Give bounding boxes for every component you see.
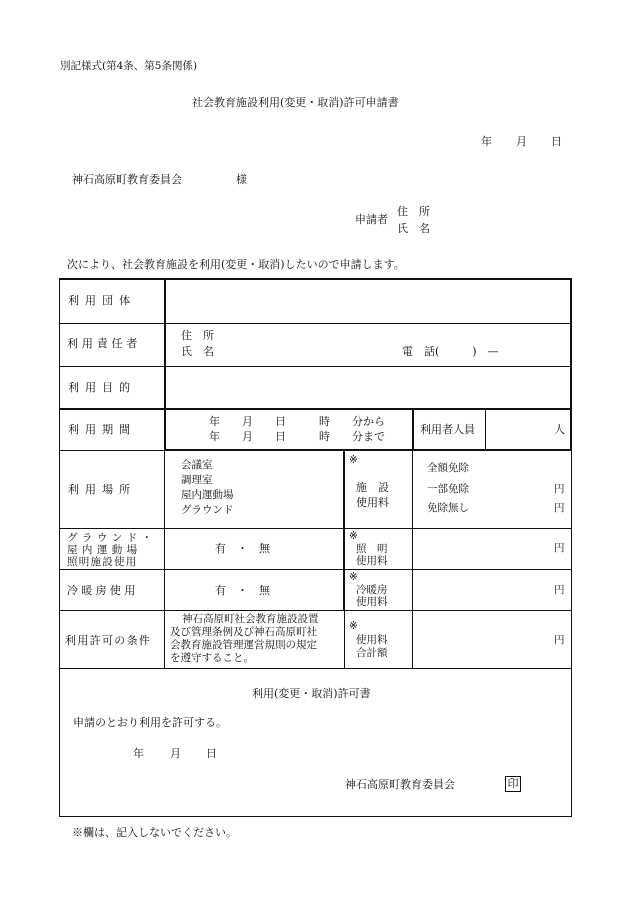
exemption-option: 全額免除	[427, 462, 469, 474]
applicant-address-label: 住 所	[397, 205, 430, 218]
phone-label: 電 話( ) —	[402, 345, 499, 358]
period-to: 年 月 日 時 分まで	[209, 430, 385, 443]
place-option: 調理室	[181, 474, 213, 486]
period-from: 年 月 日 時 分から	[209, 415, 385, 428]
period-label: 利用期間	[68, 423, 137, 436]
date-month: 月	[516, 135, 527, 148]
place-option: 会議室	[181, 459, 213, 471]
responsible-name-label: 氏 名	[181, 345, 214, 358]
footnote: ※欄は、記入しないでください。	[72, 826, 237, 839]
place-option: グラウンド	[181, 504, 234, 516]
place-label: 利用場所	[68, 483, 137, 496]
form-title: 社会教育施設利用(変更・取消)許可申請書	[192, 96, 399, 109]
group-label: 利用団体	[68, 294, 137, 307]
office-use-mark: ※	[349, 620, 358, 632]
hvac-yes-no: 有 ・ 無	[215, 584, 270, 597]
conditions-text: 神石高原町社会教育施設設置	[182, 613, 319, 625]
applicant-label: 申請者	[355, 213, 388, 226]
intro-text: 次により、社会教育施設を利用(変更・取消)したいので申請します。	[67, 258, 405, 271]
conditions-text: を遵守すること。	[170, 652, 254, 664]
permit-text: 申請のとおり利用を許可する。	[73, 716, 227, 729]
office-use-mark: ※	[349, 454, 358, 466]
facility-fee-label: 使用料	[356, 496, 389, 509]
permit-title: 利用(変更・取消)許可書	[252, 687, 371, 700]
responsible-address-label: 住 所	[181, 329, 214, 342]
permit-date-year: 年	[133, 747, 144, 760]
lighting-fee-label: 使用料	[356, 555, 388, 567]
addressee: 神石高原町教育委員会	[72, 173, 182, 186]
purpose-label: 利用目的	[68, 381, 137, 394]
lighting-yes-no: 有 ・ 無	[215, 542, 270, 555]
users-label: 利用者人員	[420, 423, 475, 436]
form-reference: 別記様式(第4条、第5条関係)	[60, 60, 198, 72]
total-fee-label: 合計額	[356, 647, 388, 659]
place-option: 屋内運動場	[181, 489, 234, 501]
permit-date-month: 月	[170, 747, 181, 760]
yen-unit: 円	[554, 542, 565, 554]
conditions-text: 及び管理条例及び神石高原町社	[170, 626, 317, 638]
office-use-mark: ※	[349, 530, 358, 542]
lighting-fee-label: 照 明	[356, 543, 388, 555]
hvac-fee-label: 使用料	[356, 596, 388, 608]
permit-date-day: 日	[206, 747, 217, 760]
permit-issuer: 神石高原町教育委員会	[345, 778, 455, 791]
conditions-label: 利用許可の条件	[65, 634, 152, 647]
applicant-name-label: 氏 名	[397, 222, 430, 235]
yen-unit: 円	[554, 502, 565, 514]
conditions-text: 会教育施設管理運営規則の規定	[170, 639, 317, 651]
hvac-fee-label: 冷暖房	[356, 584, 388, 596]
exemption-option: 免除無し	[427, 502, 469, 514]
lighting-label: グラウンド・	[67, 532, 157, 544]
yen-unit: 円	[554, 634, 565, 646]
total-fee-label: 使用料	[356, 634, 388, 646]
lighting-label: 屋内運動場	[67, 544, 142, 556]
exemption-option: 一部免除	[427, 483, 469, 495]
facility-fee-label: 施 設	[356, 481, 389, 494]
office-use-mark: ※	[349, 571, 358, 583]
addressee-honorific: 様	[236, 173, 247, 186]
date-day: 日	[551, 135, 562, 148]
users-unit: 人	[554, 423, 565, 436]
responsible-label: 利用責任者	[67, 337, 142, 350]
yen-unit: 円	[554, 584, 565, 596]
seal-mark: 印	[505, 776, 521, 792]
yen-unit: 円	[554, 483, 565, 495]
date-year: 年	[481, 135, 492, 148]
lighting-label: 照明施設使用	[67, 556, 138, 568]
hvac-label: 冷暖房使用	[67, 584, 139, 597]
